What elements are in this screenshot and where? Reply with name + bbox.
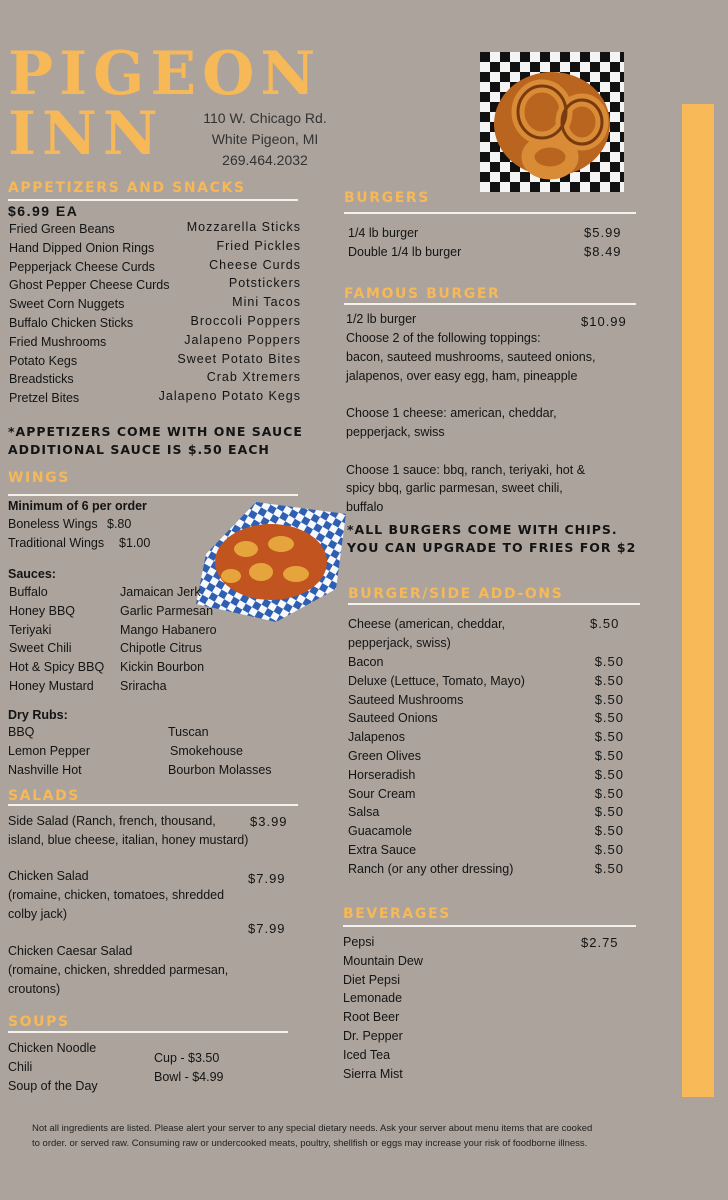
section-rule bbox=[344, 303, 636, 305]
rub-item: BBQ bbox=[8, 725, 35, 739]
sauce-item: Sweet Chili bbox=[9, 641, 72, 656]
addon-price: $.50 bbox=[594, 729, 624, 745]
sauce-item: Garlic Parmesan bbox=[120, 603, 214, 618]
addon-row bbox=[348, 691, 624, 710]
beverage-item: Diet Pepsi bbox=[343, 972, 400, 987]
burger-double-price: $8.49 bbox=[584, 244, 622, 259]
rub-item: Bourbon Molasses bbox=[168, 762, 272, 777]
section-rule bbox=[8, 199, 298, 201]
beverage-item: Root Beer bbox=[343, 1010, 400, 1025]
rub-item: Tuscan bbox=[168, 725, 209, 739]
addon-price: $.50 bbox=[594, 860, 624, 876]
burger-note-line2: YOU CAN UPGRADE TO FRIES FOR $2 bbox=[347, 540, 637, 555]
addon-cheese-price: $.50 bbox=[590, 616, 620, 631]
addon-row bbox=[348, 709, 624, 728]
traditional-wings: Traditional Wings bbox=[8, 536, 105, 550]
addon-row bbox=[348, 766, 624, 785]
beverage-item: Sierra Mist bbox=[343, 1066, 403, 1081]
address-city: White Pigeon, MI bbox=[211, 131, 319, 147]
menu-item: Potato Kegs bbox=[9, 353, 78, 368]
sauces-right bbox=[120, 583, 217, 696]
famous-burger-name: 1/2 lb burger bbox=[346, 312, 417, 326]
burger-quarter: 1/4 lb burger bbox=[348, 226, 419, 240]
addon-price: $.50 bbox=[594, 710, 624, 726]
famous-line: Choose 2 of the following toppings: bbox=[346, 331, 541, 345]
caesar-line3: croutons) bbox=[8, 981, 61, 996]
sauce-item: Chipotle Citrus bbox=[120, 641, 202, 656]
menu-item: Mozzarella Sticks bbox=[186, 220, 301, 234]
menu-item: Sweet Corn Nuggets bbox=[9, 297, 125, 312]
burger-quarter-price: $5.99 bbox=[584, 225, 622, 240]
addon-cheese bbox=[348, 615, 505, 653]
addon-row bbox=[348, 728, 624, 747]
addon-price: $.50 bbox=[594, 691, 624, 707]
menu-item: Pepperjack Cheese Curds bbox=[9, 259, 155, 274]
sauces-title: Sauces: bbox=[8, 567, 56, 581]
famous-line: spicy bbq, garlic parmesan, sweet chili, bbox=[346, 481, 563, 496]
wings-minimum: Minimum of 6 per order bbox=[8, 499, 147, 513]
section-rule bbox=[343, 925, 636, 927]
caesar-salad-price: $7.99 bbox=[248, 921, 286, 936]
addon-name: Jalapenos bbox=[348, 730, 405, 745]
addon-price: $.50 bbox=[594, 785, 624, 801]
appetizer-note-line2: ADDITIONAL SAUCE IS $.50 EACH bbox=[8, 442, 270, 457]
sauce-item: Honey Mustard bbox=[9, 678, 94, 693]
appetizer-note-line1: *APPETIZERS COME WITH ONE SAUCE bbox=[8, 424, 303, 439]
famous-burger-price: $10.99 bbox=[581, 314, 627, 329]
side-salad-price: $3.99 bbox=[250, 814, 288, 829]
addon-name: Guacamole bbox=[348, 824, 412, 839]
menu-item: Mini Tacos bbox=[232, 295, 301, 310]
section-title-soups: SOUPS bbox=[8, 1014, 70, 1030]
famous-burger-details bbox=[346, 329, 646, 517]
addon-name: Sauteed Mushrooms bbox=[348, 692, 464, 707]
wings-photo bbox=[196, 494, 346, 624]
logo-pigeon: PIGEON bbox=[8, 39, 322, 109]
beverage-item: Lemonade bbox=[343, 991, 403, 1006]
phone-number: 269.464.2032 bbox=[222, 152, 308, 168]
menu-item: Sweet Potato Bites bbox=[177, 351, 301, 366]
traditional-wings-price: $1.00 bbox=[119, 536, 151, 550]
sauce-item: Sriracha bbox=[120, 678, 167, 693]
addon-price: $.50 bbox=[594, 823, 624, 839]
addon-row bbox=[348, 803, 624, 822]
addon-name: Extra Sauce bbox=[348, 842, 417, 857]
sauce-item: Buffalo bbox=[9, 585, 48, 599]
section-rule bbox=[344, 212, 636, 214]
rub-item: Nashville Hot bbox=[8, 762, 82, 777]
famous-line: Choose 1 cheese: american, cheddar, bbox=[346, 406, 557, 421]
addon-row bbox=[348, 822, 624, 841]
chicken-salad bbox=[8, 867, 224, 923]
addon-row bbox=[348, 860, 624, 879]
soup-item: Soup of the Day bbox=[8, 1078, 98, 1093]
menu-item: Ghost Pepper Cheese Curds bbox=[9, 278, 170, 293]
addon-price: $.50 bbox=[594, 747, 624, 763]
section-title-wings: WINGS bbox=[8, 470, 70, 486]
side-salad bbox=[8, 812, 248, 850]
address-street: 110 W. Chicago Rd. bbox=[203, 110, 327, 126]
caesar-line1: Chicken Caesar Salad bbox=[8, 944, 133, 958]
section-rule bbox=[8, 1031, 288, 1033]
caesar-line2: (romaine, chicken, shredded parmesan, bbox=[8, 962, 229, 977]
sauces-left bbox=[9, 583, 104, 696]
addon-row bbox=[348, 672, 624, 691]
famous-line: jalapenos, over easy egg, ham, pineapple bbox=[346, 368, 578, 383]
addon-name: Sour Cream bbox=[348, 786, 416, 801]
addon-row bbox=[348, 747, 624, 766]
addon-name: Deluxe (Lettuce, Tomato, Mayo) bbox=[348, 673, 525, 688]
sauce-item: Kickin Bourbon bbox=[120, 660, 205, 675]
address-block bbox=[190, 108, 340, 171]
beverage-item: Dr. Pepper bbox=[343, 1028, 403, 1043]
chicken-salad-price: $7.99 bbox=[248, 871, 286, 886]
footer-line2: to order. or served raw. Consuming raw or undercooked meats, poultry, shellfish or eggs may increase your risk of foodborne illness. bbox=[32, 1138, 588, 1149]
section-title-salads: SALADS bbox=[8, 788, 80, 804]
rub-item: Smokehouse bbox=[170, 743, 243, 758]
beverage-price: $2.75 bbox=[581, 935, 619, 950]
sauce-item: Mango Habanero bbox=[120, 622, 217, 637]
menu-item: Jalapeno Poppers bbox=[184, 332, 301, 347]
menu-item: Breadsticks bbox=[9, 372, 74, 387]
rubs-left bbox=[8, 723, 90, 779]
famous-line: pepperjack, swiss bbox=[346, 424, 445, 439]
sauce-item: Jamaican Jerk bbox=[120, 585, 201, 599]
addon-price: $.50 bbox=[594, 766, 624, 782]
menu-item: Jalapeno Potato Kegs bbox=[158, 389, 301, 404]
burger-note-line1: *ALL BURGERS COME WITH CHIPS. bbox=[347, 522, 618, 537]
chicken-caesar-salad bbox=[8, 942, 228, 998]
addon-name: Sauteed Onions bbox=[348, 711, 438, 726]
addon-name: Horseradish bbox=[348, 767, 416, 782]
menu-item: Hand Dipped Onion Rings bbox=[9, 240, 155, 255]
addon-name: Green Olives bbox=[348, 748, 421, 763]
section-title-appetizers: APPETIZERS AND SNACKS bbox=[8, 180, 246, 196]
addon-name: Ranch (or any other dressing) bbox=[348, 861, 514, 876]
decorative-stripe bbox=[682, 104, 714, 1097]
appetizer-list-right bbox=[120, 218, 301, 406]
beverage-item: Iced Tea bbox=[343, 1047, 391, 1062]
burger-double: Double 1/4 lb burger bbox=[348, 245, 462, 259]
menu-item: Cheese Curds bbox=[209, 257, 301, 272]
famous-line: Choose 1 sauce: bbq, ranch, teriyaki, hot & bbox=[346, 462, 586, 477]
chicken-salad-line3: colby jack) bbox=[8, 906, 68, 921]
section-title-burgers: BURGERS bbox=[344, 190, 430, 206]
addon-price: $.50 bbox=[594, 654, 624, 669]
soup-item: Chicken Noodle bbox=[8, 1041, 97, 1055]
footer-disclaimer bbox=[20, 1121, 710, 1151]
chicken-salad-line2: (romaine, chicken, tomatoes, shredded bbox=[8, 887, 225, 902]
menu-item: Potstickers bbox=[228, 276, 301, 291]
menu-item: Fried Green Beans bbox=[9, 222, 115, 236]
footer-line1: Not all ingredients are listed. Please alert your server to any special dietary needs. Ask your server about menu items that are cooked bbox=[32, 1123, 593, 1134]
chicken-salad-line1: Chicken Salad bbox=[8, 869, 89, 883]
beverage-list bbox=[343, 933, 423, 1083]
menu-item: Buffalo Chicken Sticks bbox=[9, 315, 134, 330]
addon-price: $.50 bbox=[594, 841, 624, 857]
rubs-right bbox=[168, 723, 272, 779]
beverage-item: Pepsi bbox=[343, 935, 375, 949]
section-title-addons: BURGER/SIDE ADD-ONS bbox=[348, 586, 564, 602]
menu-item: Crab Xtremers bbox=[206, 370, 301, 385]
menu-item: Pretzel Bites bbox=[9, 391, 80, 406]
addon-list bbox=[348, 653, 624, 879]
soup-list bbox=[8, 1039, 98, 1095]
side-salad-line2: island, blue cheese, italian, honey mustard) bbox=[8, 832, 249, 847]
addon-cheese-line2: pepperjack, swiss) bbox=[348, 635, 451, 650]
section-rule bbox=[8, 804, 298, 806]
addon-name: Salsa bbox=[348, 805, 380, 820]
menu-item: Broccoli Poppers bbox=[190, 313, 301, 328]
appetizer-note bbox=[8, 423, 303, 459]
sauce-item: Hot & Spicy BBQ bbox=[9, 660, 105, 675]
boneless-wings: Boneless Wings bbox=[8, 517, 98, 531]
addon-price: $.50 bbox=[594, 672, 624, 688]
burger-note bbox=[347, 521, 636, 557]
soup-bowl-price: Bowl - $4.99 bbox=[154, 1070, 224, 1084]
addon-price: $.50 bbox=[594, 804, 624, 820]
famous-line: bacon, sauteed mushrooms, sauteed onions, bbox=[346, 349, 596, 364]
menu-item: Fried Pickles bbox=[216, 238, 301, 253]
appetizer-price: $6.99 EA bbox=[8, 203, 79, 219]
addon-row bbox=[348, 785, 624, 804]
sauce-item: Teriyaki bbox=[9, 622, 52, 637]
addon-cheese-line1: Cheese (american, cheddar, bbox=[348, 617, 506, 631]
section-title-famous: FAMOUS BURGER bbox=[344, 286, 501, 302]
famous-line: buffalo bbox=[346, 500, 384, 515]
beverage-item: Mountain Dew bbox=[343, 953, 423, 968]
addon-row bbox=[348, 841, 624, 860]
section-title-beverages: BEVERAGES bbox=[343, 906, 451, 922]
addon-row bbox=[348, 653, 624, 672]
soup-item: Chili bbox=[8, 1059, 33, 1074]
logo-inn: INN bbox=[8, 99, 164, 169]
dry-rubs-title: Dry Rubs: bbox=[8, 708, 68, 722]
side-salad-line1: Side Salad (Ranch, french, thousand, bbox=[8, 814, 216, 828]
addon-name: Bacon bbox=[348, 655, 384, 669]
menu-item: Fried Mushrooms bbox=[9, 334, 107, 349]
boneless-wings-price: $.80 bbox=[107, 517, 132, 531]
soup-cup-price: Cup - $3.50 bbox=[154, 1051, 220, 1065]
rub-item: Lemon Pepper bbox=[8, 743, 91, 758]
onion-rings-photo bbox=[480, 52, 624, 192]
section-rule bbox=[348, 603, 640, 605]
sauce-item: Honey BBQ bbox=[9, 603, 76, 618]
